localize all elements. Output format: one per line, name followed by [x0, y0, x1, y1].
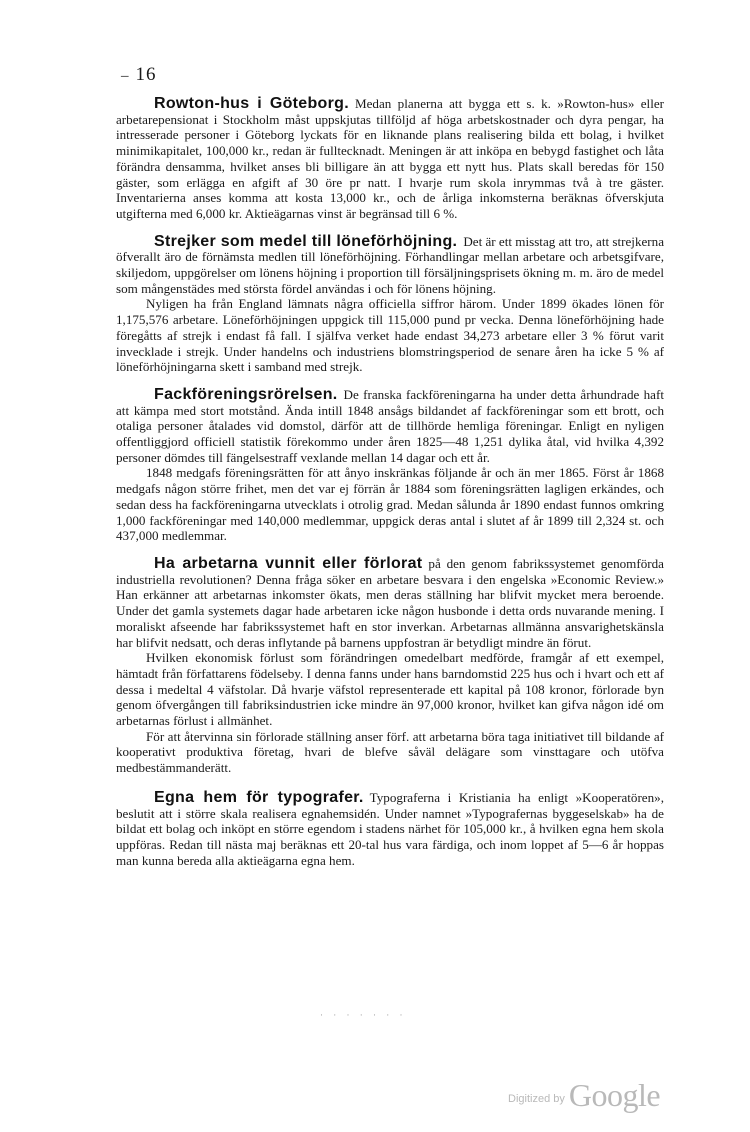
watermark-prefix: Digitized by [508, 1093, 565, 1105]
article-ha-arbetarna [116, 556, 664, 776]
article-strejker [116, 234, 664, 375]
article-text: på den genom fabrikssystemet genomförda industriella revolutionen? Denna fråga söker en arbetare besvara i den engelska »Economic Review.» Han erkänner att arbetarnas inkomster ökats, men deras ställning har blifvit mycket mera beroende. Under det gamla systemets dagar hade arbetaren icke någon husbonde i detta ords nuvarande mening. I moraliskt afseende har fabrikssystemet haft en stor inverkan. Arbetarnas allmänna ansvarighetskänsla har blifvit nedsatt, och deras inflytande på barnens uppfostran är betydligt mindre än förut. [116, 555, 664, 650]
text-column [116, 96, 664, 878]
article-paragraph [116, 234, 664, 297]
article-text: Medan planerna att bygga ett s. k. »Rowton-hus» eller arbetarepensionat i Stockholm måst uppskjutas tillföljd af höga arbetskostnader och dyra pengar, ha intresserade personer i Göteborg lyckats för en liknande plans realisering bilda ett bolag, i hvilket minimikapitalet, 100,000 kr., redan är fulltecknadt. Meningen är att inköpa en bebygd fastighet och låta förändra densamma, hvilket anses bli billigare än att bygga ett nytt hus. Plats skall beredas för 150 gäster, som erlägga en afgift af 30 öre pr natt. I hvarje rum skola inrymmas två à tre gäster. Inventarierna anses komma att kosta 13,000 kr., och de årliga inkomsterna beräknas öfverskjuta utgifterna med 6,000 kr. Aktieägarnas vinst är begränsad till 6 %. [116, 96, 664, 221]
page-number [121, 64, 157, 86]
digitized-watermark [508, 1077, 660, 1114]
article-paragraph: För att återvinna sin förlorade ställning anser förf. att arbetarna böra taga initiativet till bildande af kooperativt produktiva företag, hvari de blefve såväl delägare som vinsttagare och utöfva medbestämmanderätt. [116, 728, 664, 776]
article-egna-hem [116, 790, 664, 869]
article-paragraph [116, 790, 664, 869]
article-heading: Ha arbetarna vunnit eller förlorat [154, 554, 423, 572]
page-number-dash: – [121, 68, 130, 84]
google-logo: Google [568, 1077, 661, 1113]
article-heading: Fackföreningsrörelsen. [154, 385, 338, 403]
article-paragraph [116, 96, 664, 222]
article-heading: Egna hem för typografer. [154, 788, 364, 806]
article-text: De franska fackföreningarna ha under detta århundrade haft att kämpa med stort motstånd. Ända intill 1848 ansågs bildandet af fackföreningar som ett brott, och otaliga personer åtalades vid domstol, därför att de tillhörde hemliga föreningar. Enligt en nyligen offentliggjord officiell statistik förekommo under åren 1825—48 1,251 dylika åtal, vid hvilka 4,392 personer dömdes till fängelsestraff vexlande mellan 14 dagar och ett år. [116, 386, 664, 465]
article-paragraph: Hvilken ekonomisk förlust som förändringen omedelbart medförde, framgår af ett exempel, hämtadt från författarens födelseby. I denna fanns under hans barndomstid 225 hus och i hvart och ett af dessa i medeltal 4 väfstolar. Då hvarje väfstol representerade ett kapital på 108 kronor, förlorade byn genom öfvergången till fabriksindustrien icke mindre än 97,000 kronor, hvilket kan gifva någon idé om arbetarnas förlust i allmänhet. [116, 650, 664, 729]
article-heading: Rowton-hus i Göteborg. [154, 95, 349, 112]
article-paragraph [116, 387, 664, 466]
article-paragraph [116, 556, 664, 650]
page-number-value: 16 [135, 64, 157, 85]
article-fackforeningsrorelsen [116, 387, 664, 544]
footer-ornament: · · · · · · · [320, 1010, 407, 1020]
article-text: Det är ett misstag att tro, att strejkerna öfverallt äro de förnämsta medlen till löneförhöjning. Förhandlingar mellan arbetare och arbetsgifvare, skiljedom, uppgörelser om lönens höjning i proportion till försäljningsprisets ökning m. m. äro de medel som mångenstädes med största fördel användas i och för lönens höjning. [116, 233, 665, 296]
article-heading: Strejker som medel till löneförhöjning. [154, 232, 458, 250]
article-paragraph: Nyligen ha från England lämnats några officiella siffror härom. Under 1899 ökades lönen för 1,175,576 arbetare. Löneförhöjningen uppgick till 115,000 pund pr vecka. Denna löneförhöjning hade föregåtts af strejk i endast få fall. I själfva verket hade endast 34,273 arbetare eller 3 % förut varit invecklade i strejk. Under handelns och industriens blomstringsperiod de senare åren ha icke 5 % af löneförhöjningarna skett i samband med strejk. [116, 296, 664, 375]
article-rowton-hus [116, 96, 664, 222]
article-paragraph: 1848 medgafs föreningsrätten för att ånyo inskränkas följande år och än mer 1865. Först år 1868 medgafs någon större frihet, men det var ej förrän år 1884 som föreningsrätten lagligen erkändes, och sedan dess ha fackföreningarna utvecklats i otrolig grad. Medan sålunda år 1890 endast funnos omkring 1,000 fackföreningar med 140,000 medlemmar, uppgick deras antal i slutet af år 1899 till 2,324 st. och 437,000 medlemmar. [116, 465, 664, 544]
article-text: Typograferna i Kristiania ha enligt »Kooperatören», beslutit att i större skala realisera egnahemsidén. Under namnet »Typografernas byggeselskab» ha de bildat ett bolag och inköpt en större egendom i stadens närhet för 105,000 kr., å hvilken egna hem skola uppföras. Redan till nästa maj beräknas ett 20-tal hus vara färdiga, och inom loppet af 5—6 år hoppas man kunna bereda alla aktieägarna egna hem. [116, 789, 664, 868]
